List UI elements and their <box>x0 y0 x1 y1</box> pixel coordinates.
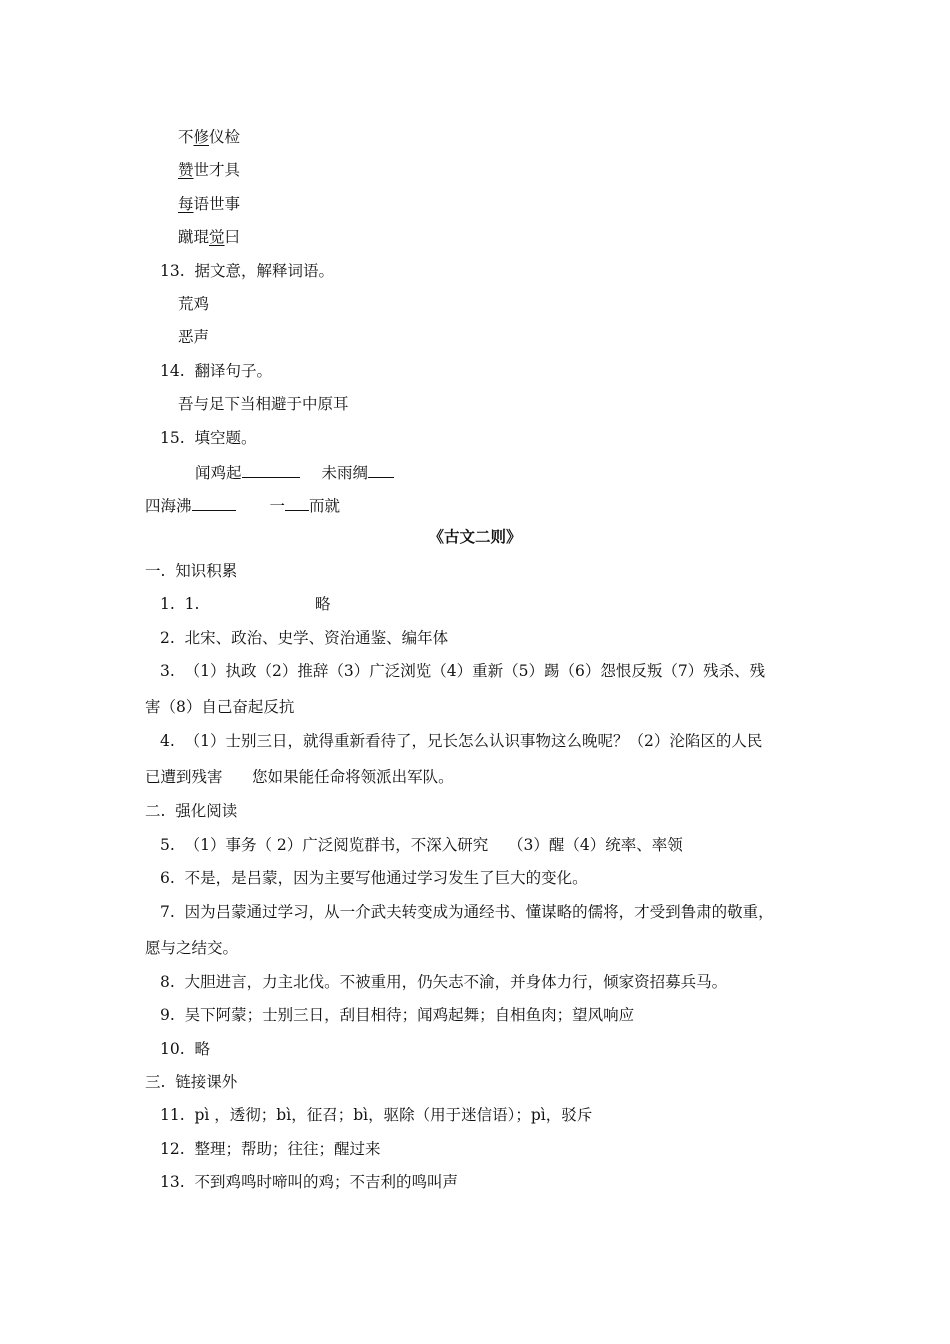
vocab-text: 世才具 <box>193 161 241 179</box>
vocab-underlined-char: 修 <box>193 128 210 146</box>
answer-13: 13. 不到鸡鸣时啼叫的鸡；不吉利的鸣叫声 <box>160 1173 459 1191</box>
fill-text: 四海沸 <box>145 497 192 515</box>
answer-7-line-2: 愿与之结交。 <box>145 939 239 957</box>
section-heading-3: 三. 链接课外 <box>145 1073 238 1091</box>
vocab-line-4 <box>178 227 240 247</box>
answer-3-line-1: 3. （1）执政（2）推辞（3）广泛浏览（4）重新（5）踢（6）怨恨反叛（7）残杀、残 <box>160 662 766 680</box>
q15-fill-line-2 <box>145 494 340 516</box>
answer-7-line-1: 7. 因为吕蒙通过学习，从一介武夫转变成为通经书、懂谋略的儒将，才受到鲁肃的敬重， <box>160 903 774 921</box>
fill-text: 一 <box>269 497 286 515</box>
vocab-text: 曰 <box>224 228 241 246</box>
fill-text: 闻鸡起 <box>195 464 242 482</box>
vocab-line-3 <box>178 194 240 214</box>
answer-11: 11. pì ，透彻；bì，征召；bì，驱除（用于迷信语）；pì，驳斥 <box>160 1106 593 1124</box>
fill-blank <box>192 494 236 511</box>
answer-9: 9. 吴下阿蒙；士别三日，刮目相待；闻鸡起舞；自相鱼肉；望风响应 <box>160 1006 635 1024</box>
section-heading-1: 一. 知识积累 <box>145 562 238 580</box>
question-13: 13. 据文意，解释词语。 <box>160 262 335 280</box>
fill-blank <box>285 494 309 511</box>
fill-text: 未雨绸 <box>321 464 369 482</box>
answer-4-line-2: 已遭到残害 您如果能任命将领派出军队。 <box>145 768 454 786</box>
answer-1 <box>160 594 331 614</box>
vocab-underlined-char: 每 <box>178 195 194 213</box>
answer-12: 12. 整理；帮助；往往；醒过来 <box>160 1140 381 1158</box>
answer-10: 10. 略 <box>160 1040 211 1058</box>
question-15: 15. 填空题。 <box>160 429 257 447</box>
q14-sentence: 吾与足下当相避于中原耳 <box>178 395 349 413</box>
vocab-underlined-char: 觉 <box>209 228 225 246</box>
q15-fill-line-1 <box>195 461 394 483</box>
vocab-underlined-char: 赞 <box>178 161 194 179</box>
answer-title: 《古文二则》 <box>428 527 522 546</box>
answer-2: 2. 北宋、政治、史学、资治通鉴、编年体 <box>160 629 449 647</box>
fill-blank <box>368 461 394 478</box>
section-heading-2: 二. 强化阅读 <box>145 802 238 820</box>
answer-8: 8. 大胆进言，力主北伐。不被重用，仍矢志不渝，并身体力行，倾家资招募兵马。 <box>160 973 728 991</box>
answer-5: 5. （1）事务（ 2）广泛阅览群书，不深入研究 （3）醒（4）统率、率领 <box>160 836 683 854</box>
answer-number: 1. 1. <box>160 595 200 613</box>
vocab-text: 语世事 <box>193 195 241 213</box>
vocab-text: 仪检 <box>209 128 241 146</box>
answer-3-line-2: 害（8）自己奋起反抗 <box>145 698 295 716</box>
vocab-line-1 <box>178 127 240 147</box>
answer-4-line-1: 4. （1）士别三日，就得重新看待了，兄长怎么认识事物这么晚呢？（2）沦陷区的人民 <box>160 732 763 750</box>
question-14: 14. 翻译句子。 <box>160 362 273 380</box>
q13-term-1: 荒鸡 <box>178 295 210 313</box>
answer-value: 略 <box>315 595 331 613</box>
vocab-text: 不 <box>178 128 194 146</box>
vocab-line-2 <box>178 160 240 180</box>
fill-text: 而就 <box>309 497 341 515</box>
fill-blank <box>242 461 300 478</box>
vocab-text: 蹴琨 <box>178 228 210 246</box>
answer-6: 6. 不是，是吕蒙，因为主要写他通过学习发生了巨大的变化。 <box>160 869 588 887</box>
q13-term-2: 恶声 <box>178 328 210 346</box>
